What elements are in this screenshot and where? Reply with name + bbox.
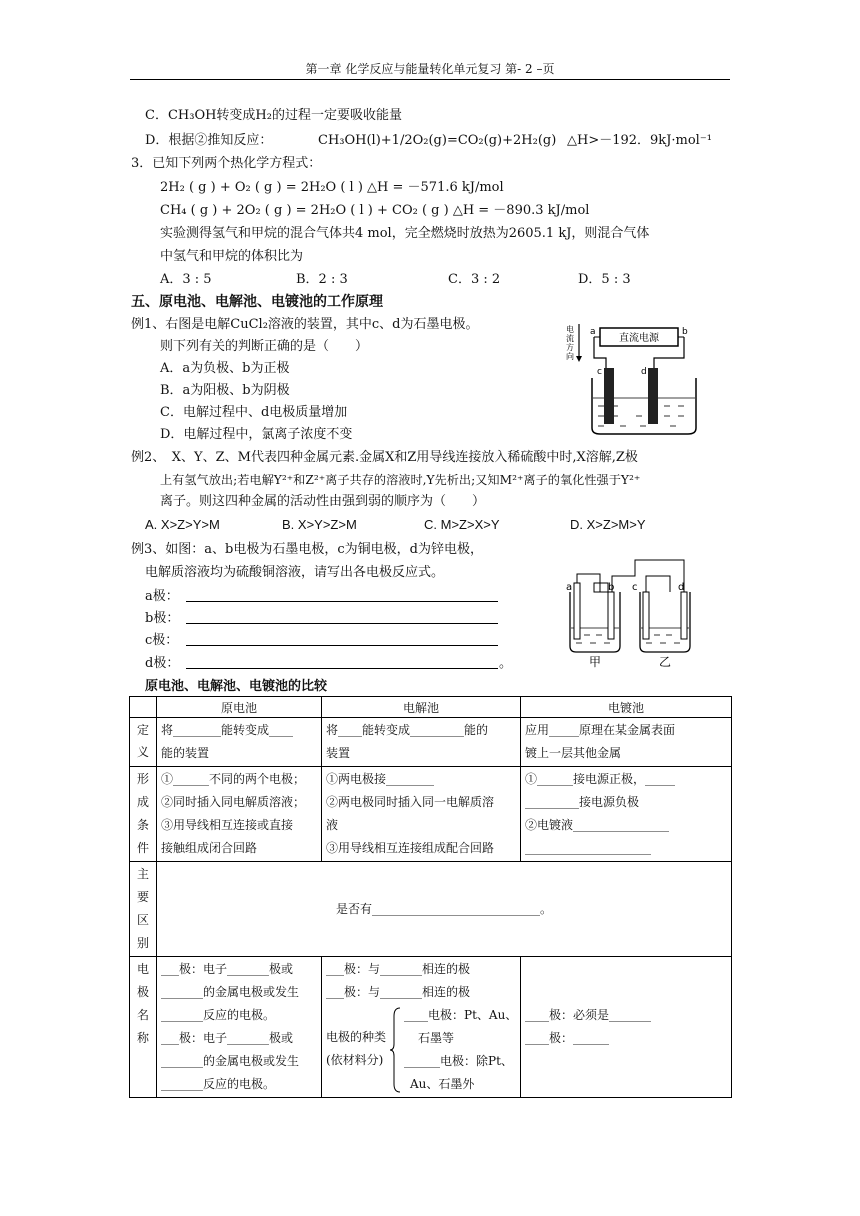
ex2-option-d: D. X>Z>M>Y: [570, 517, 646, 532]
definition-electroplating: 应用_____原理在某金属表面 镀上一层其他金属: [521, 718, 732, 767]
cell-yi-label: 乙: [658, 655, 672, 668]
two-cell-figure: [560, 550, 700, 668]
col-electrolytic: 电解池: [322, 697, 521, 718]
fig2-b-label: b: [608, 582, 615, 593]
current-direction-label: 电流方向: [566, 325, 574, 361]
example-3-line-2: 电解质溶液均为硫酸铜溶液，请写出各电极反应式。: [145, 565, 445, 580]
formation-galvanic: ①______不同的两个电极； ②同时插入同电解质溶液； ③用导线相互连接或直接 接触组成闭合回路: [157, 767, 322, 862]
header-corner: [130, 697, 157, 718]
formation-electroplating: ①______接电源正极，_____ _________接电源负极 ②电镀液________________ _____________________: [521, 767, 732, 862]
pole-a-answer-line[interactable]: [186, 601, 498, 602]
electrode-names-electrolytic: ___极：与_______相连的极 ___极：与_______相连的极 电极的种类 (依材料分) ____电极：Pt、Au、 石墨等 ______电极：除Pt、 Au、石墨外: [322, 957, 521, 1098]
equation-1: 2H₂ ( g ) + O₂ ( g ) = 2H₂O ( l ) △H = －571.6 kJ/mol: [160, 180, 504, 195]
pole-c-label: c极：: [145, 633, 179, 648]
comparison-table: [129, 696, 732, 1098]
terminal-a-label: a: [590, 327, 596, 337]
definition-galvanic: 将________能转变成____ 能的装置: [157, 718, 322, 767]
pole-d-label: d极：: [145, 656, 180, 671]
q3-option-b: B．2 : 3: [296, 272, 348, 287]
terminal-b-label: b: [682, 327, 688, 337]
row-label-electrode-names: 电极名称: [130, 957, 157, 1098]
electrode-c-label: c: [597, 367, 602, 377]
table-row-electrode-names: [130, 957, 732, 1098]
col-galvanic: 原电池: [157, 697, 322, 718]
main-difference-cell: 是否有____________________________。: [157, 862, 732, 957]
electrode-d: [648, 368, 658, 424]
pole-b-answer-line[interactable]: [186, 623, 498, 624]
option-c: C．CH₃OH转变成H₂的过程一定要吸收能量: [145, 108, 402, 123]
q3-option-c: C．3 : 2: [448, 272, 501, 287]
option-d-equation: CH₃OH(l)+1/2O₂(g)=CO₂(g)+2H₂(g): [318, 133, 557, 148]
table-row-formation: [130, 767, 732, 862]
question-3: 3．已知下列两个热化学方程式：: [131, 156, 322, 171]
electrode-names-galvanic: ___极：电子_______极或 _______的金属电极或发生 _______反应的电极。 ___极：电子_______极或 _______的金属电极或发生 _______反应的电极。: [157, 957, 322, 1098]
ex1-option-a: A．a为负极、b为正极: [160, 361, 290, 376]
ex1-option-d: D．电解过程中，氯离子浓度不变: [160, 427, 353, 442]
ex2-option-b: B. X>Y>Z>M: [282, 517, 357, 532]
row-label-definition: 定义: [130, 718, 157, 767]
example-2-line-2: 上有氢气放出;若电解Y²⁺和Z²⁺离子共存的溶液时,Y先析出;又知M²⁺离子的氧化性强于Y²⁺: [160, 473, 641, 487]
example-1: 例1、右图是电解CuCl₂溶液的装置，其中c、d为石墨电极。: [131, 317, 479, 332]
row-label-formation: 形成条件: [130, 767, 157, 862]
ex1-option-c: C．电解过程中、d电极质量增加: [160, 405, 348, 420]
example-3: 例3、如图：a、b电极为石墨电极，c为铜电极，d为锌电极，: [131, 542, 483, 557]
q3-option-d: D．5 : 3: [578, 272, 631, 287]
ex2-option-c: C. M>Z>X>Y: [424, 517, 500, 532]
electrode-type-label: 电极的种类 (依材料分): [326, 1030, 387, 1067]
brace-icon: [390, 1006, 402, 1094]
electrode-a: [574, 583, 580, 639]
pole-c-answer-line[interactable]: [186, 645, 498, 646]
power-label: 直流电源: [619, 333, 659, 344]
pole-d-end: 。: [499, 656, 513, 671]
example-1-question: 则下列有关的判断正确的是（ ）: [160, 339, 369, 354]
q3-option-a: A．3 : 5: [160, 272, 212, 287]
option-d-enthalpy: △H>－192．9kJ·mol⁻¹: [567, 133, 712, 148]
electrode-d2: [681, 592, 687, 639]
ex1-option-b: B．a为阳极、b为阴极: [160, 383, 290, 398]
ex2-option-a: A. X>Z>Y>M: [145, 517, 220, 532]
pole-d-answer-line[interactable]: [186, 668, 498, 669]
example-2-line-3: 离子。则这四种金属的活动性由强到弱的顺序为（ ）: [160, 494, 486, 509]
definition-electrolytic: 将____能转变成_________能的 装置: [322, 718, 521, 767]
equation-2: CH₄ ( g ) + 2O₂ ( g ) = 2H₂O ( l ) + CO₂ ( g ) △H = －890.3 kJ/mol: [160, 203, 590, 218]
electrode-d-label: d: [641, 367, 647, 377]
col-electroplating: 电镀池: [521, 697, 732, 718]
formation-electrolytic: ①两电极接________ ②两电极同时插入同一电解质溶 液 ③用导线相互连接组成配合回路: [322, 767, 521, 862]
electrode-b: [608, 592, 614, 639]
example-2: 例2、 X、Y、Z、M代表四种金属元素.金属X和Z用导线连接放入稀硫酸中时,X溶解,Z极: [131, 450, 638, 465]
electrode-type-list: ____电极：Pt、Au、 石墨等 ______电极：除Pt、 Au、石墨外: [404, 1008, 518, 1091]
header-rule: [130, 79, 730, 80]
fig2-a-label: a: [566, 582, 573, 593]
battery-icon: [594, 583, 608, 592]
electrolysis-apparatus-figure: [560, 320, 710, 438]
row-label-main-difference: 主要区别: [130, 862, 157, 957]
pole-b-label: b极：: [145, 611, 180, 626]
option-d-label: D．根据②推知反应：: [145, 133, 273, 148]
fig2-d-label: d: [678, 582, 685, 593]
electrode-c2: [643, 592, 649, 639]
table-row-definition: [130, 718, 732, 767]
cell-jia-label: 甲: [588, 655, 602, 668]
table-header-row: [130, 697, 732, 718]
electrode-names-electroplating: ____极：必须是_______ ____极：______: [521, 957, 732, 1098]
fig2-c-label: c: [632, 582, 638, 593]
question-3-text-2: 中氢气和甲烷的体积比为: [160, 249, 304, 264]
section-5-heading: 五、原电池、电解池、电镀池的工作原理: [131, 294, 383, 310]
question-3-text: 实验测得氢气和甲烷的混合气体共4 mol，完全燃烧时放热为2605.1 kJ，则混合气体: [160, 226, 650, 241]
table-row-main-difference: [130, 862, 732, 957]
page-header: 第一章 化学反应与能量转化单元复习 第- 2 –页: [305, 62, 555, 76]
electrode-c: [604, 368, 614, 424]
pole-a-label: a极：: [145, 589, 179, 604]
comparison-title: 原电池、电解池、电镀池的比较: [145, 678, 328, 693]
